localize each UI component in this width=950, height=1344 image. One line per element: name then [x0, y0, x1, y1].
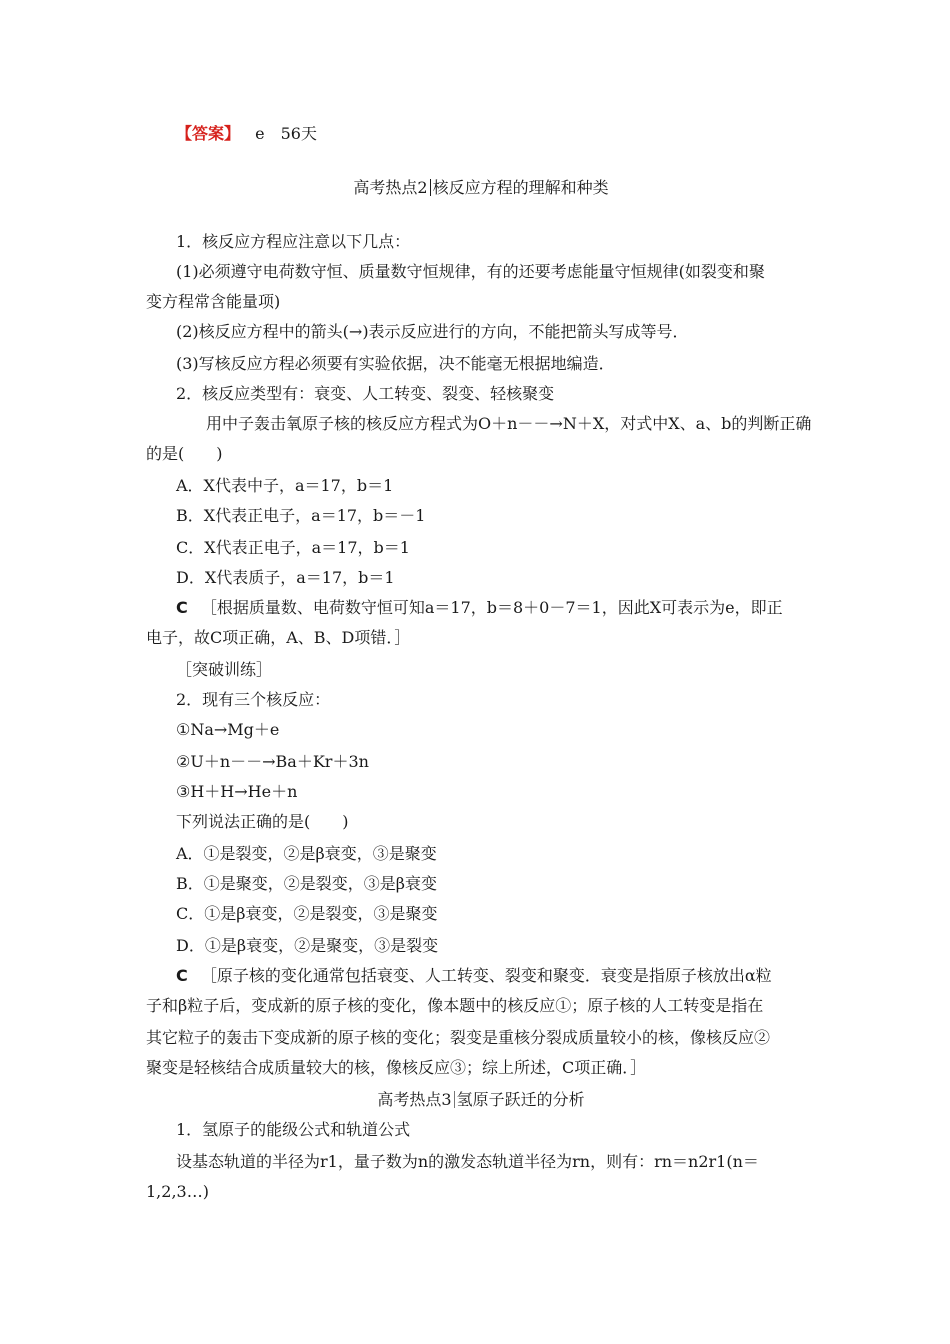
training-option-c: C．①是β衰变，②是裂变，③是聚变 [176, 904, 438, 923]
note-item-1-2: (2)核反应方程中的箭头(→)表示反应进行的方向，不能把箭头写成等号． [176, 322, 689, 341]
training-explanation [176, 966, 846, 986]
example-explanation-cont: 电子，故C项正确，A、B、D项错．］ [146, 628, 411, 647]
training-explanation-line-4: 聚变是轻核结合成质量较大的核，像核反应③；综上所述，C项正确．］ [146, 1058, 647, 1077]
answer-label: 【答案】 [176, 124, 241, 143]
training-question-prompt: 下列说法正确的是( ) [176, 812, 349, 831]
note-item-2: 2．核反应类型有：衰变、人工转变、裂变、轻核聚变 [176, 384, 555, 403]
answer-value: e 56天 [255, 124, 317, 143]
reaction-3: ③H＋H→He＋n [176, 782, 298, 801]
example-stem-cont: 的是( ) [146, 444, 223, 463]
hotspot3-text: 设基态轨道的半径为r1，量子数为n的激发态轨道半径为rn，则有：rn＝n2r1(n＝ [176, 1152, 759, 1171]
example-explanation [176, 598, 846, 618]
example-answer-letter: C [176, 598, 188, 617]
heading-prefix: 高考热点3 [377, 1090, 452, 1109]
training-explanation-line-3: 其它粒子的轰击下变成新的原子核的变化；裂变是重核分裂成质量较小的核，像核反应② [146, 1028, 771, 1047]
example-option-d: D．X代表质子，a＝17，b＝1 [176, 568, 395, 587]
example-stem: 用中子轰击氧原子核的核反应方程式为O＋n－－→N＋X，对式中X、a、b的判断正确 [206, 414, 812, 433]
training-option-a: A．①是裂变，②是β衰变，③是聚变 [176, 844, 437, 863]
section-heading-hotspot3 [146, 1090, 816, 1110]
heading-separator [454, 1091, 455, 1108]
training-option-d: D．①是β衰变，②是聚变，③是裂变 [176, 936, 439, 955]
answer-line [176, 124, 846, 144]
heading-title: 氢原子跃迁的分析 [456, 1090, 585, 1109]
heading-separator [430, 179, 431, 196]
training-question-2: 2．现有三个核反应： [176, 690, 331, 709]
note-item-1-3: (3)写核反应方程必须要有实验依据，决不能毫无根据地编造． [176, 354, 615, 373]
training-label: ［突破训练］ [176, 660, 273, 679]
section-heading-hotspot2 [146, 178, 816, 198]
note-item-1-1-cont: 变方程常含能量项) [146, 292, 281, 311]
training-explanation-line-2: 子和β粒子后，变成新的原子核的变化，像本题中的核反应①；原子核的人工转变是指在 [146, 996, 764, 1015]
note-item-1: 1．核反应方程应注意以下几点： [176, 232, 411, 251]
training-answer-letter: C [176, 966, 188, 985]
example-explanation-text: ［根据质量数、电荷数守恒可知a＝17，b＝8＋0－7＝1，因此X可表示为e，即正 [200, 598, 783, 617]
hotspot3-item-1: 1．氢原子的能级公式和轨道公式 [176, 1120, 411, 1139]
note-item-1-1: (1)必须遵守电荷数守恒、质量数守恒规律，有的还要考虑能量守恒规律(如裂变和聚 [176, 262, 765, 281]
heading-title: 核反应方程的理解和种类 [432, 178, 609, 197]
training-explanation-text: ［原子核的变化通常包括衰变、人工转变、裂变和聚变．衰变是指原子核放出α粒 [200, 966, 772, 985]
hotspot3-text-cont: 1,2,3…) [146, 1182, 209, 1201]
reaction-2: ②U＋n－－→Ba＋Kr＋3n [176, 752, 369, 771]
heading-prefix: 高考热点2 [353, 178, 428, 197]
training-option-b: B．①是聚变，②是裂变，③是β衰变 [176, 874, 438, 893]
example-option-b: B．X代表正电子，a＝17，b＝－1 [176, 506, 426, 525]
reaction-1: ①Na→Mg＋e [176, 720, 280, 739]
example-option-c: C．X代表正电子，a＝17，b＝1 [176, 538, 410, 557]
example-option-a: A．X代表中子，a＝17，b＝1 [176, 476, 394, 495]
